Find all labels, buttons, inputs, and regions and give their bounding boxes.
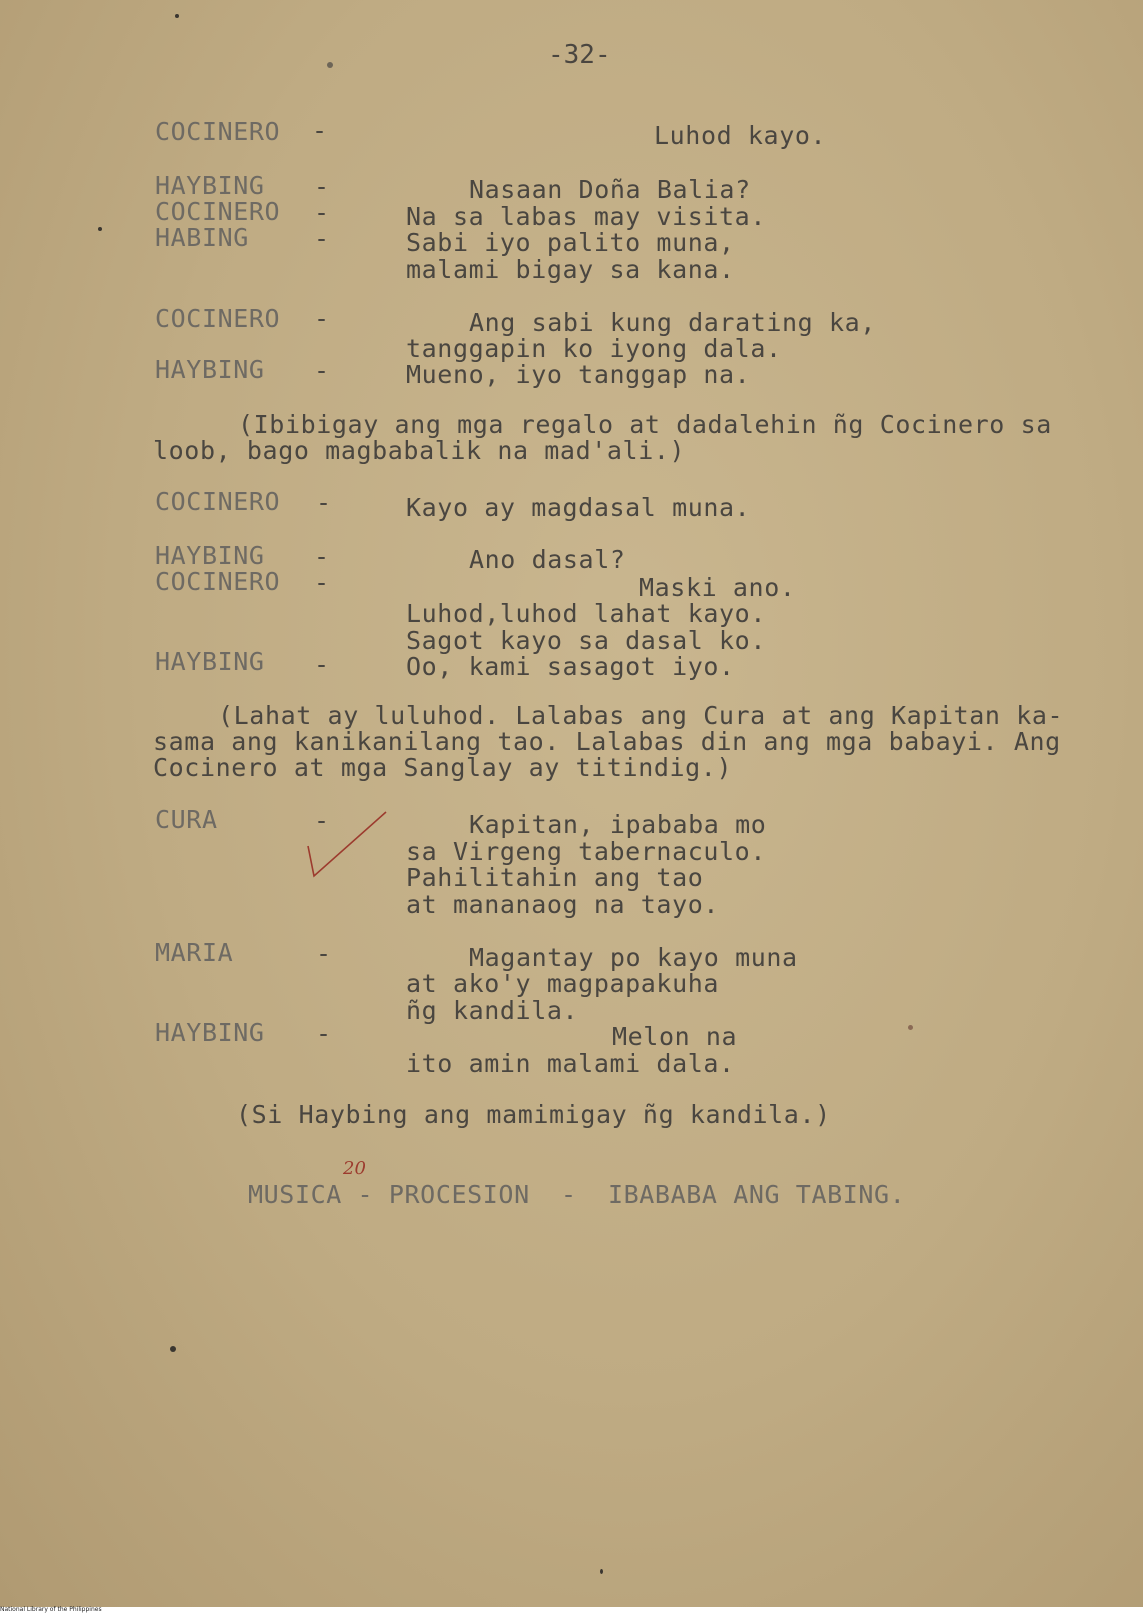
speaker-haybing: HAYBING [155, 355, 265, 384]
dialogue-line: Melon na [612, 1022, 738, 1051]
dash: - [314, 304, 330, 333]
stage-direction: Cocinero at mga Sanglay ay titindig.) [153, 753, 733, 782]
speaker-maria: MARIA [155, 938, 234, 967]
dash: - [314, 650, 330, 679]
dash: - [314, 172, 330, 201]
dash: - [314, 198, 330, 227]
speaker-haybing: HAYBING [155, 647, 265, 676]
dash: - [316, 488, 332, 517]
dialogue-line: Oo, kami sasagot iyo. [406, 652, 735, 681]
speaker-haybing: HAYBING [155, 1018, 265, 1047]
dialogue-line: Na sa labas may visita. [406, 202, 766, 231]
stage-direction: sama ang kanikanilang tao. Lalabas din ang mga babayi. Ang [153, 727, 1061, 756]
pen-check-mark [304, 808, 394, 898]
ink-speck [98, 227, 102, 231]
speaker-habing: HABING [155, 223, 249, 252]
speaker-cocinero: COCINERO [155, 197, 281, 226]
page-number: -32- [548, 40, 611, 70]
closing-line: MUSICA - PROCESION - IBABABA ANG TABING. [248, 1180, 906, 1209]
dialogue-line: Mueno, iyo tanggap na. [406, 360, 751, 389]
dialogue-line: tanggapin ko iyong dala. [406, 334, 782, 363]
dialogue-line: at ako'y magpapakuha [406, 969, 720, 998]
speaker-cocinero: COCINERO [155, 117, 281, 146]
dash: - [314, 356, 330, 385]
dialogue-line: Sabi iyo palito muna, [406, 228, 735, 257]
dialogue-line: Ang sabi kung darating ka, [469, 308, 876, 337]
footer-credit: National Library of the Philippines [0, 1607, 1143, 1613]
dialogue-line: Magantay po kayo muna [469, 943, 798, 972]
ink-speck [600, 1569, 603, 1574]
dialogue-line: ito amin malami dala. [406, 1049, 735, 1078]
ink-speck [908, 1025, 913, 1030]
stage-direction: loob, bago magbabalik na mad'ali.) [153, 436, 686, 465]
ink-speck [170, 1346, 176, 1352]
dialogue-line: Ano dasal? [469, 545, 626, 574]
dialogue-line: Pahilitahin ang tao [406, 863, 704, 892]
speaker-cocinero: COCINERO [155, 567, 281, 596]
dialogue-line: Luhod kayo. [654, 121, 827, 150]
dialogue-line: Nasaan Doña Balia? [469, 175, 751, 204]
dash: - [316, 939, 332, 968]
dialogue-line: malami bigay sa kana. [406, 255, 735, 284]
speaker-haybing: HAYBING [155, 171, 265, 200]
speaker-cocinero: COCINERO [155, 487, 281, 516]
dialogue-line: ñg kandila. [406, 996, 579, 1025]
speaker-cocinero: COCINERO [155, 304, 281, 333]
stage-direction: (Lahat ay luluhod. Lalabas ang Cura at ang Kapitan ka- [218, 701, 1064, 730]
dash: - [314, 224, 330, 253]
dialogue-line: at mananaog na tayo. [406, 890, 720, 919]
dash: - [314, 568, 330, 597]
stage-direction: (Si Haybing ang mamimigay ñg kandila.) [236, 1100, 831, 1129]
ink-speck [175, 14, 179, 18]
dialogue-line: Kayo ay magdasal muna. [406, 493, 751, 522]
ink-speck [327, 62, 333, 68]
speaker-cura: CURA [155, 805, 218, 834]
dialogue-line: Kapitan, ipababa mo [469, 810, 767, 839]
dash: - [314, 542, 330, 571]
dialogue-line: Sagot kayo sa dasal ko. [406, 626, 766, 655]
dialogue-line: sa Virgeng tabernaculo. [406, 837, 766, 866]
dash: - [312, 116, 328, 145]
dialogue-line: Luhod,luhod lahat kayo. [406, 599, 766, 628]
stage-direction: (Ibibigay ang mga regalo at dadalehin ñg Cocinero sa [238, 410, 1052, 439]
speaker-haybing: HAYBING [155, 541, 265, 570]
dash: - [314, 806, 330, 835]
dialogue-line: Maski ano. [639, 573, 796, 602]
pen-annotation: 20 [343, 1158, 366, 1179]
dash: - [316, 1019, 332, 1048]
